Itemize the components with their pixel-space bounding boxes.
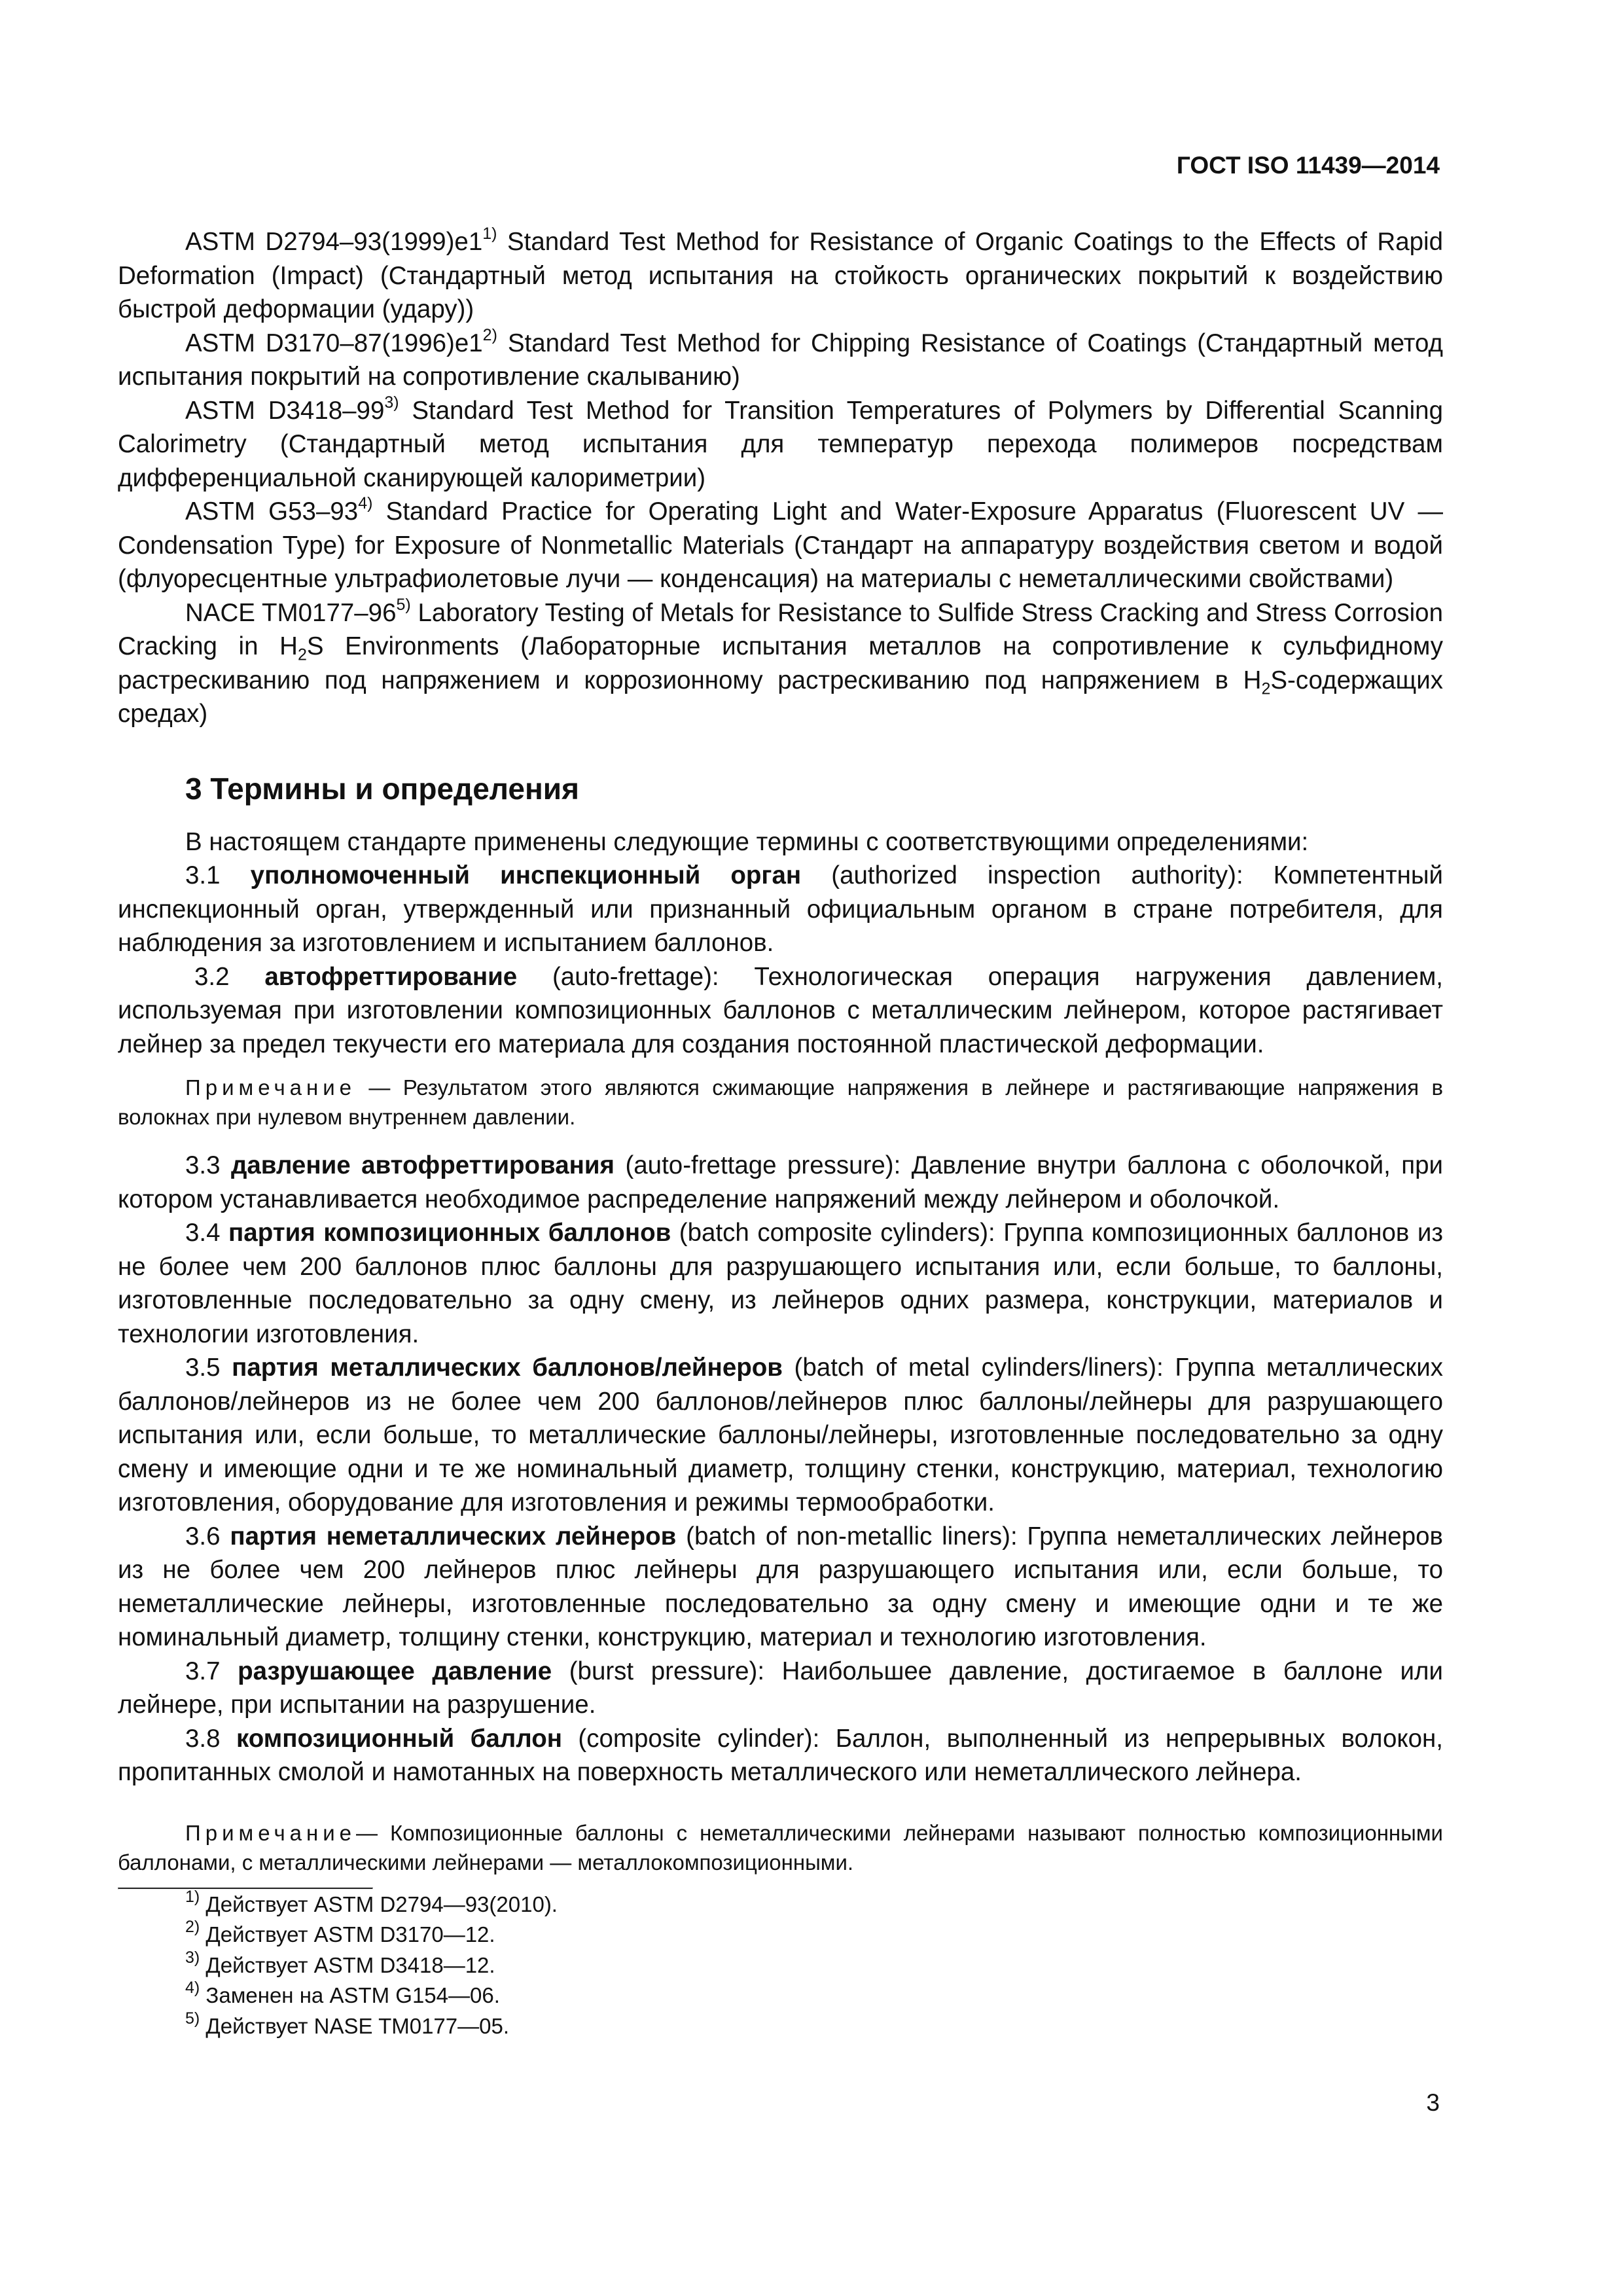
footnote bbox=[118, 1887, 1443, 1920]
footnote-mark: 2) bbox=[185, 1918, 200, 1936]
footnote-mark: 5) bbox=[396, 595, 411, 614]
subscript: 2 bbox=[1261, 679, 1271, 698]
term-name: партия композиционных баллонов bbox=[228, 1219, 671, 1247]
footnote-mark: 4) bbox=[358, 494, 373, 513]
reference-text: S-содержащих средах) bbox=[118, 666, 1443, 728]
section-intro: В настоящем стандарте применены следующие термины с соответствующими определениями: bbox=[185, 827, 1309, 856]
note-label: Примечание bbox=[185, 1820, 357, 1845]
reference-text: Standard Test Method for Chipping Resistance of Coatings (Стандартный метод испытания покрытий на сопротивление скалыванию) bbox=[118, 329, 1443, 391]
subscript: 2 bbox=[297, 645, 307, 664]
footnote bbox=[118, 1920, 1443, 1950]
term-definition: (burst pressure): Наибольшее давление, достигаемое в баллоне или лейнере, при испытании на разрушение. bbox=[118, 1657, 1443, 1719]
term-number: 3.5 bbox=[185, 1354, 232, 1382]
footnote-text: Действует ASTM D3170—12. bbox=[200, 1922, 495, 1946]
term-3-1 bbox=[118, 859, 1443, 960]
term-3-6 bbox=[118, 1520, 1443, 1655]
term-3-4 bbox=[118, 1216, 1443, 1351]
reference-text: Standard Practice for Operating Light and Water-Exposure Apparatus (Fluorescent UV — Condensation Type) for Exposure of Nonmetallic Materials (Стандарт на аппаратуру воздействия светом и водой (флуоресцентные ультрафиолетовые лучи — конденсация) на материалы с неметаллическими свойствами) bbox=[118, 497, 1443, 593]
term-3-2 bbox=[118, 960, 1443, 1062]
footnote-text: Действует ASTM D2794—93(2010). bbox=[200, 1892, 558, 1916]
reference-item bbox=[118, 596, 1443, 731]
footnote bbox=[118, 1950, 1443, 1981]
term-3-7 bbox=[118, 1655, 1443, 1722]
term-name: автофреттирование bbox=[264, 962, 518, 991]
footnote-mark: 3) bbox=[384, 393, 399, 412]
note-1 bbox=[118, 1073, 1443, 1132]
term-definition: (auto-frettage pressure): Давление внутри баллона с оболочкой, при котором устанавливается необходимое распределение напряжений между лейнером и оболочкой. bbox=[118, 1151, 1443, 1213]
term-number: 3.3 bbox=[185, 1151, 231, 1179]
reference-text: Standard Test Method for Resistance of Organic Coatings to the Effects of Rapid Deformation (Impact) (Стандартный метод испытания на стойкость органических покрытий к воздействию быстрой деформации (удару)) bbox=[118, 228, 1443, 323]
term-name: уполномоченный инспекционный орган bbox=[250, 861, 802, 889]
reference-text: Laboratory Testing of Metals for Resistance to Sulfide Stress Cracking and Stress Corrosion Cracking in H bbox=[118, 598, 1443, 660]
term-definition: (auto-frettage): Технологическая операция нагружения давлением, используемая при изготовлении композиционных баллонов с металлическим лейнером, которое растягивает лейнер за предел текучести его материала для создания постоянной пластической деформации. bbox=[118, 962, 1444, 1058]
footnote-text: Действует ASTM D3418—12. bbox=[200, 1952, 495, 1977]
reference-item bbox=[118, 394, 1443, 495]
note-label: Примечание bbox=[185, 1075, 357, 1100]
footnote-mark: 2) bbox=[482, 325, 497, 344]
footnote bbox=[118, 1981, 1443, 2011]
section-heading: 3 Термины и определения bbox=[185, 771, 579, 806]
reference-item bbox=[118, 495, 1443, 596]
term-number: 3.1 bbox=[185, 861, 251, 889]
reference-code: NACE TM0177–96 bbox=[185, 598, 397, 627]
term-number: 3.6 bbox=[185, 1522, 230, 1551]
note-2 bbox=[118, 1818, 1443, 1877]
reference-code: ASTM D3418–99 bbox=[185, 396, 385, 425]
footnote-text: Действует NASE TM0177—05. bbox=[200, 2013, 509, 2038]
term-definition: (composite cylinder): Баллон, выполненный из непрерывных волокон, пропитанных смолой и намотанных на поверхность металлического или неметаллического лейнера. bbox=[118, 1724, 1443, 1786]
footnote-mark: 1) bbox=[482, 224, 497, 243]
note-text: — Композиционные баллоны с неметаллическими лейнерами называют полностью композиционными баллонами, с металлическими лейнерами — металлокомпозиционными. bbox=[118, 1820, 1443, 1874]
term-name: разрушающее давление bbox=[238, 1657, 552, 1685]
reference-text: Standard Test Method for Transition Temperatures of Polymers by Differential Scanning Calorimetry (Стандартный метод испытания для температур перехода полимеров посредствам дифференциальной сканирующей калориметрии) bbox=[118, 396, 1443, 492]
footnote bbox=[118, 2011, 1443, 2042]
footnote-mark: 3) bbox=[185, 1948, 200, 1967]
term-definition: (authorized inspection authority): Компетентный инспекционный орган, утвержденный или признанный официальным органом в стране потребителя, для наблюдения за изготовлением и испытанием баллонов. bbox=[118, 861, 1444, 957]
footnote-mark: 5) bbox=[185, 2009, 200, 2028]
document-body bbox=[118, 225, 1443, 2041]
term-number: 3.8 bbox=[185, 1724, 236, 1753]
reference-code: ASTM G53–93 bbox=[185, 497, 359, 526]
page-number: 3 bbox=[1426, 2089, 1440, 2116]
term-definition: (batch of non-metallic liners): Группа неметаллических лейнеров из не более чем 200 лейнеров плюс лейнеры для разрушающего испытания или, если больше, то неметаллические лейнеры, изготовленные последовательно за одну смену и имеющие одни и те же номинальный диаметр, толщину стенки, конструкцию, материал и технологию изготовления. bbox=[118, 1522, 1443, 1651]
term-name: партия металлических баллонов/лейнеров bbox=[232, 1354, 783, 1382]
document-header: ГОСТ ISO 11439—2014 bbox=[1176, 152, 1440, 179]
term-name: композиционный баллон bbox=[236, 1724, 562, 1753]
term-number: 3.2 bbox=[194, 962, 265, 991]
note-text: — Результатом этого являются сжимающие напряжения в лейнере и растягивающие напряжения в волокнах при нулевом внутреннем давлении. bbox=[118, 1075, 1443, 1129]
term-3-5 bbox=[118, 1351, 1443, 1520]
footnote-mark: 4) bbox=[185, 1979, 200, 1997]
reference-item bbox=[118, 225, 1443, 327]
term-3-3 bbox=[118, 1149, 1443, 1216]
reference-code: ASTM D2794–93(1999)e1 bbox=[185, 228, 483, 256]
footnote-text: Заменен на ASTM G154—06. bbox=[200, 1983, 500, 2007]
reference-text: S Environments (Лабораторные испытания металлов на сопротивление к сульфидному растрескиванию под напряжением и коррозионному растрескиванию под напряжением в H bbox=[118, 632, 1443, 694]
footnote-mark: 1) bbox=[185, 1887, 200, 1906]
term-definition: (batch of metal cylinders/liners): Группа металлических баллонов/лейнеров из не более чем 200 баллонов/лейнеров плюс баллоны/лейнеры для разрушающего испытания или, если больше, то металлические баллоны/лейнеры, изготовленные последовательно за одну смену и имеющие одни и те же номинальный диаметр, толщину стенки, конструкцию, материал, технологию изготовления, оборудование для изготовления и режимы термообработки. bbox=[118, 1354, 1443, 1516]
reference-item bbox=[118, 327, 1443, 394]
term-name: давление автофреттирования bbox=[230, 1151, 615, 1179]
term-number: 3.4 bbox=[185, 1219, 229, 1247]
term-3-8 bbox=[118, 1722, 1443, 1789]
term-number: 3.7 bbox=[185, 1657, 238, 1685]
reference-code: ASTM D3170–87(1996)e1 bbox=[185, 329, 483, 357]
term-definition: (batch composite cylinders): Группа композиционных баллонов из не более чем 200 баллонов плюс баллоны для разрушающего испытания или, если больше, то баллоны, изготовленные последовательно за одну смену, из лейнеров одних размера, конструкции, материалов и технологии изготовления. bbox=[118, 1219, 1444, 1348]
term-name: партия неметаллических лейнеров bbox=[230, 1522, 677, 1551]
